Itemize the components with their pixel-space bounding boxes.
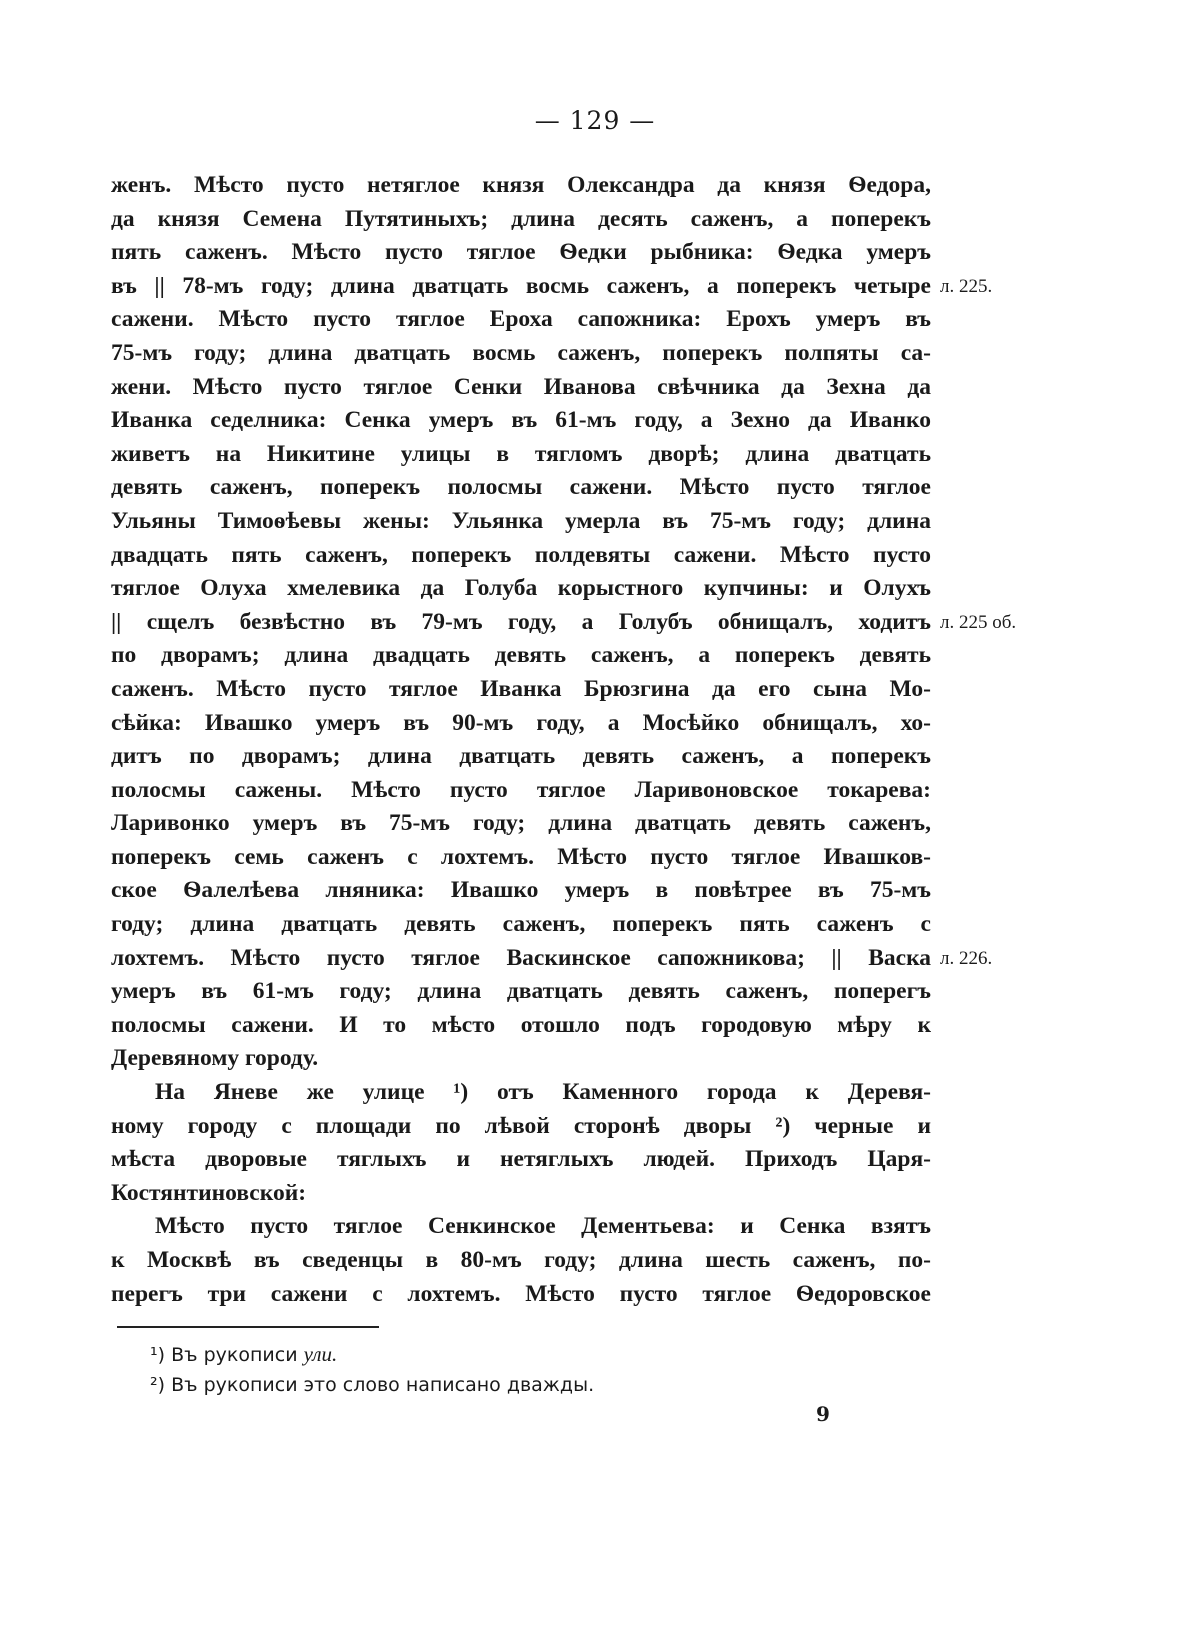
- line-text: жени. Мѣсто пусто тяглое Сенки Иванова свѣчника да Зехна да: [111, 373, 931, 400]
- text-line: [111, 1210, 931, 1244]
- line-text: Ларивонко умеръ въ 75-мъ году; длина дватцать девять саженъ,: [111, 810, 931, 837]
- line-text: дитъ по дворамъ; длина дватцать девять саженъ, а поперекъ: [111, 743, 931, 770]
- text-line: [111, 572, 931, 606]
- text-line: [111, 908, 931, 942]
- line-text: Деревяному городу.: [111, 1045, 319, 1072]
- text-line: [111, 505, 931, 539]
- text-line: [111, 270, 993, 304]
- margin-folio-note: л. 225.: [940, 275, 993, 297]
- text-line: [111, 169, 931, 203]
- line-text: поперекъ семь саженъ с лохтемъ. Мѣсто пусто тяглое Ивашков-: [111, 843, 931, 870]
- line-text: тяглое Олуха хмелевика да Голуба корыстного купчины: и Олухъ: [111, 575, 931, 602]
- line-text: Мѣсто пусто тяглое Сенкинское Дементьева: и Сенка взятъ: [155, 1213, 931, 1240]
- page-number: — 129 —: [534, 106, 656, 135]
- text-line: [111, 236, 931, 270]
- line-text: въ || 78-мъ году; длина дватцать восмь саженъ, а поперекъ четыре: [111, 272, 931, 299]
- margin-folio-note: л. 225 об.: [940, 611, 1017, 633]
- text-line: [111, 942, 993, 976]
- text-line: [111, 438, 931, 472]
- printer-signature-mark: 9: [816, 1402, 830, 1426]
- line-text: саженъ. Мѣсто пусто тяглое Иванка Брюзгина да его сына Мо-: [111, 675, 931, 702]
- line-text: живетъ на Никитине улицы в тягломъ дворѣ; длина дватцать: [111, 440, 931, 467]
- line-text: умеръ въ 61-мъ году; длина дватцать девять саженъ, поперегъ: [111, 978, 931, 1005]
- line-text: к Москвѣ въ сведенцы в 80-мъ году; длина шесть саженъ, по-: [111, 1247, 931, 1273]
- text-line: [111, 1110, 931, 1144]
- text-line: [111, 1042, 931, 1076]
- line-text: полосмы сажены. Мѣсто пусто тяглое Ларивоновское токарева:: [111, 776, 931, 803]
- line-text: сажени. Мѣсто пусто тяглое Ероха сапожника: Ерохъ умеръ въ: [111, 306, 931, 333]
- line-text: полосмы сажени. И то мѣсто отошло подъ городовую мѣру к: [111, 1011, 931, 1038]
- footnotes: [150, 1340, 594, 1400]
- footnote-2: ²) Въ рукописи это слово написано дважды.: [150, 1374, 595, 1396]
- text-line: [111, 606, 1017, 640]
- line-text: 75-мъ году; длина дватцать восмь саженъ, поперекъ полпяты са-: [111, 339, 931, 366]
- body-text: [111, 169, 1017, 1311]
- line-text: || сщелъ безвѣстно въ 79-мъ году, а Голубъ обнищалъ, ходитъ: [111, 608, 931, 635]
- line-text: да князя Семена Путятиныхъ; длина десять саженъ, а поперекъ: [111, 205, 931, 232]
- line-text: Иванка седелника: Сенка умеръ въ 61-мъ году, а Зехно да Иванко: [111, 407, 931, 434]
- text-line: [111, 471, 931, 505]
- text-line: [111, 1177, 931, 1211]
- text-line: [111, 841, 931, 875]
- text-line: [111, 639, 931, 673]
- line-text: пять саженъ. Мѣсто пусто тяглое Ѳедки рыбника: Ѳедка умеръ: [111, 239, 931, 266]
- text-line: [111, 303, 931, 337]
- text-line: [111, 707, 931, 741]
- line-text: ское Ѳалелѣева лняника: Ивашко умеръ в повѣтрее въ 75-мъ: [111, 877, 931, 904]
- text-line: [111, 807, 931, 841]
- line-text: по дворамъ; длина двадцать девять саженъ, а поперекъ девять: [111, 642, 931, 669]
- footnote-1: ¹) Въ рукописи ули.: [150, 1342, 338, 1366]
- line-text: ному городу с площади по лѣвой сторонѣ дворы ²) черные и: [111, 1112, 931, 1139]
- line-text: сѣйка: Ивашко умеръ въ 90-мъ году, а Мосѣйко обнищалъ, хо-: [111, 709, 931, 736]
- text-line: [111, 1076, 931, 1110]
- line-text: Ульяны Тимоѳѣевы жены: Ульянка умерла въ 75-мъ году; длина: [111, 507, 931, 534]
- text-line: [111, 1244, 931, 1278]
- footnote-divider: [117, 1326, 379, 1328]
- line-text: девять саженъ, поперекъ полосмы сажени. Мѣсто пусто тяглое: [111, 474, 931, 501]
- line-text: лохтемъ. Мѣсто пусто тяглое Васкинское сапожникова; || Васка: [111, 944, 931, 971]
- margin-folio-note: л. 226.: [940, 947, 993, 969]
- text-line: [111, 774, 931, 808]
- text-line: [111, 1009, 931, 1043]
- text-line: [111, 975, 931, 1009]
- text-line: [111, 1143, 931, 1177]
- line-text: женъ. Мѣсто пусто нетяглое князя Олександра да князя Ѳедора,: [111, 172, 931, 198]
- line-text: Костянтиновской:: [111, 1179, 307, 1206]
- text-line: [111, 539, 931, 573]
- text-line: [111, 874, 931, 908]
- line-text: мѣста дворовые тяглыхъ и нетяглыхъ людей. Приходъ Царя-: [111, 1146, 931, 1173]
- text-line: [111, 203, 931, 237]
- line-text: году; длина дватцать девять саженъ, поперекъ пять саженъ с: [111, 911, 931, 938]
- line-text: На Яневе же улице ¹) отъ Каменного города к Деревя-: [155, 1079, 931, 1106]
- line-text: двадцать пять саженъ, поперекъ полдевяты сажени. Мѣсто пусто: [111, 541, 931, 568]
- text-line: [111, 1278, 931, 1312]
- text-line: [111, 371, 931, 405]
- text-line: [111, 673, 931, 707]
- line-text: перегъ три сажени с лохтемъ. Мѣсто пусто тяглое Ѳедоровское: [111, 1280, 931, 1307]
- text-line: [111, 404, 931, 438]
- text-line: [111, 337, 931, 371]
- text-line: [111, 740, 931, 774]
